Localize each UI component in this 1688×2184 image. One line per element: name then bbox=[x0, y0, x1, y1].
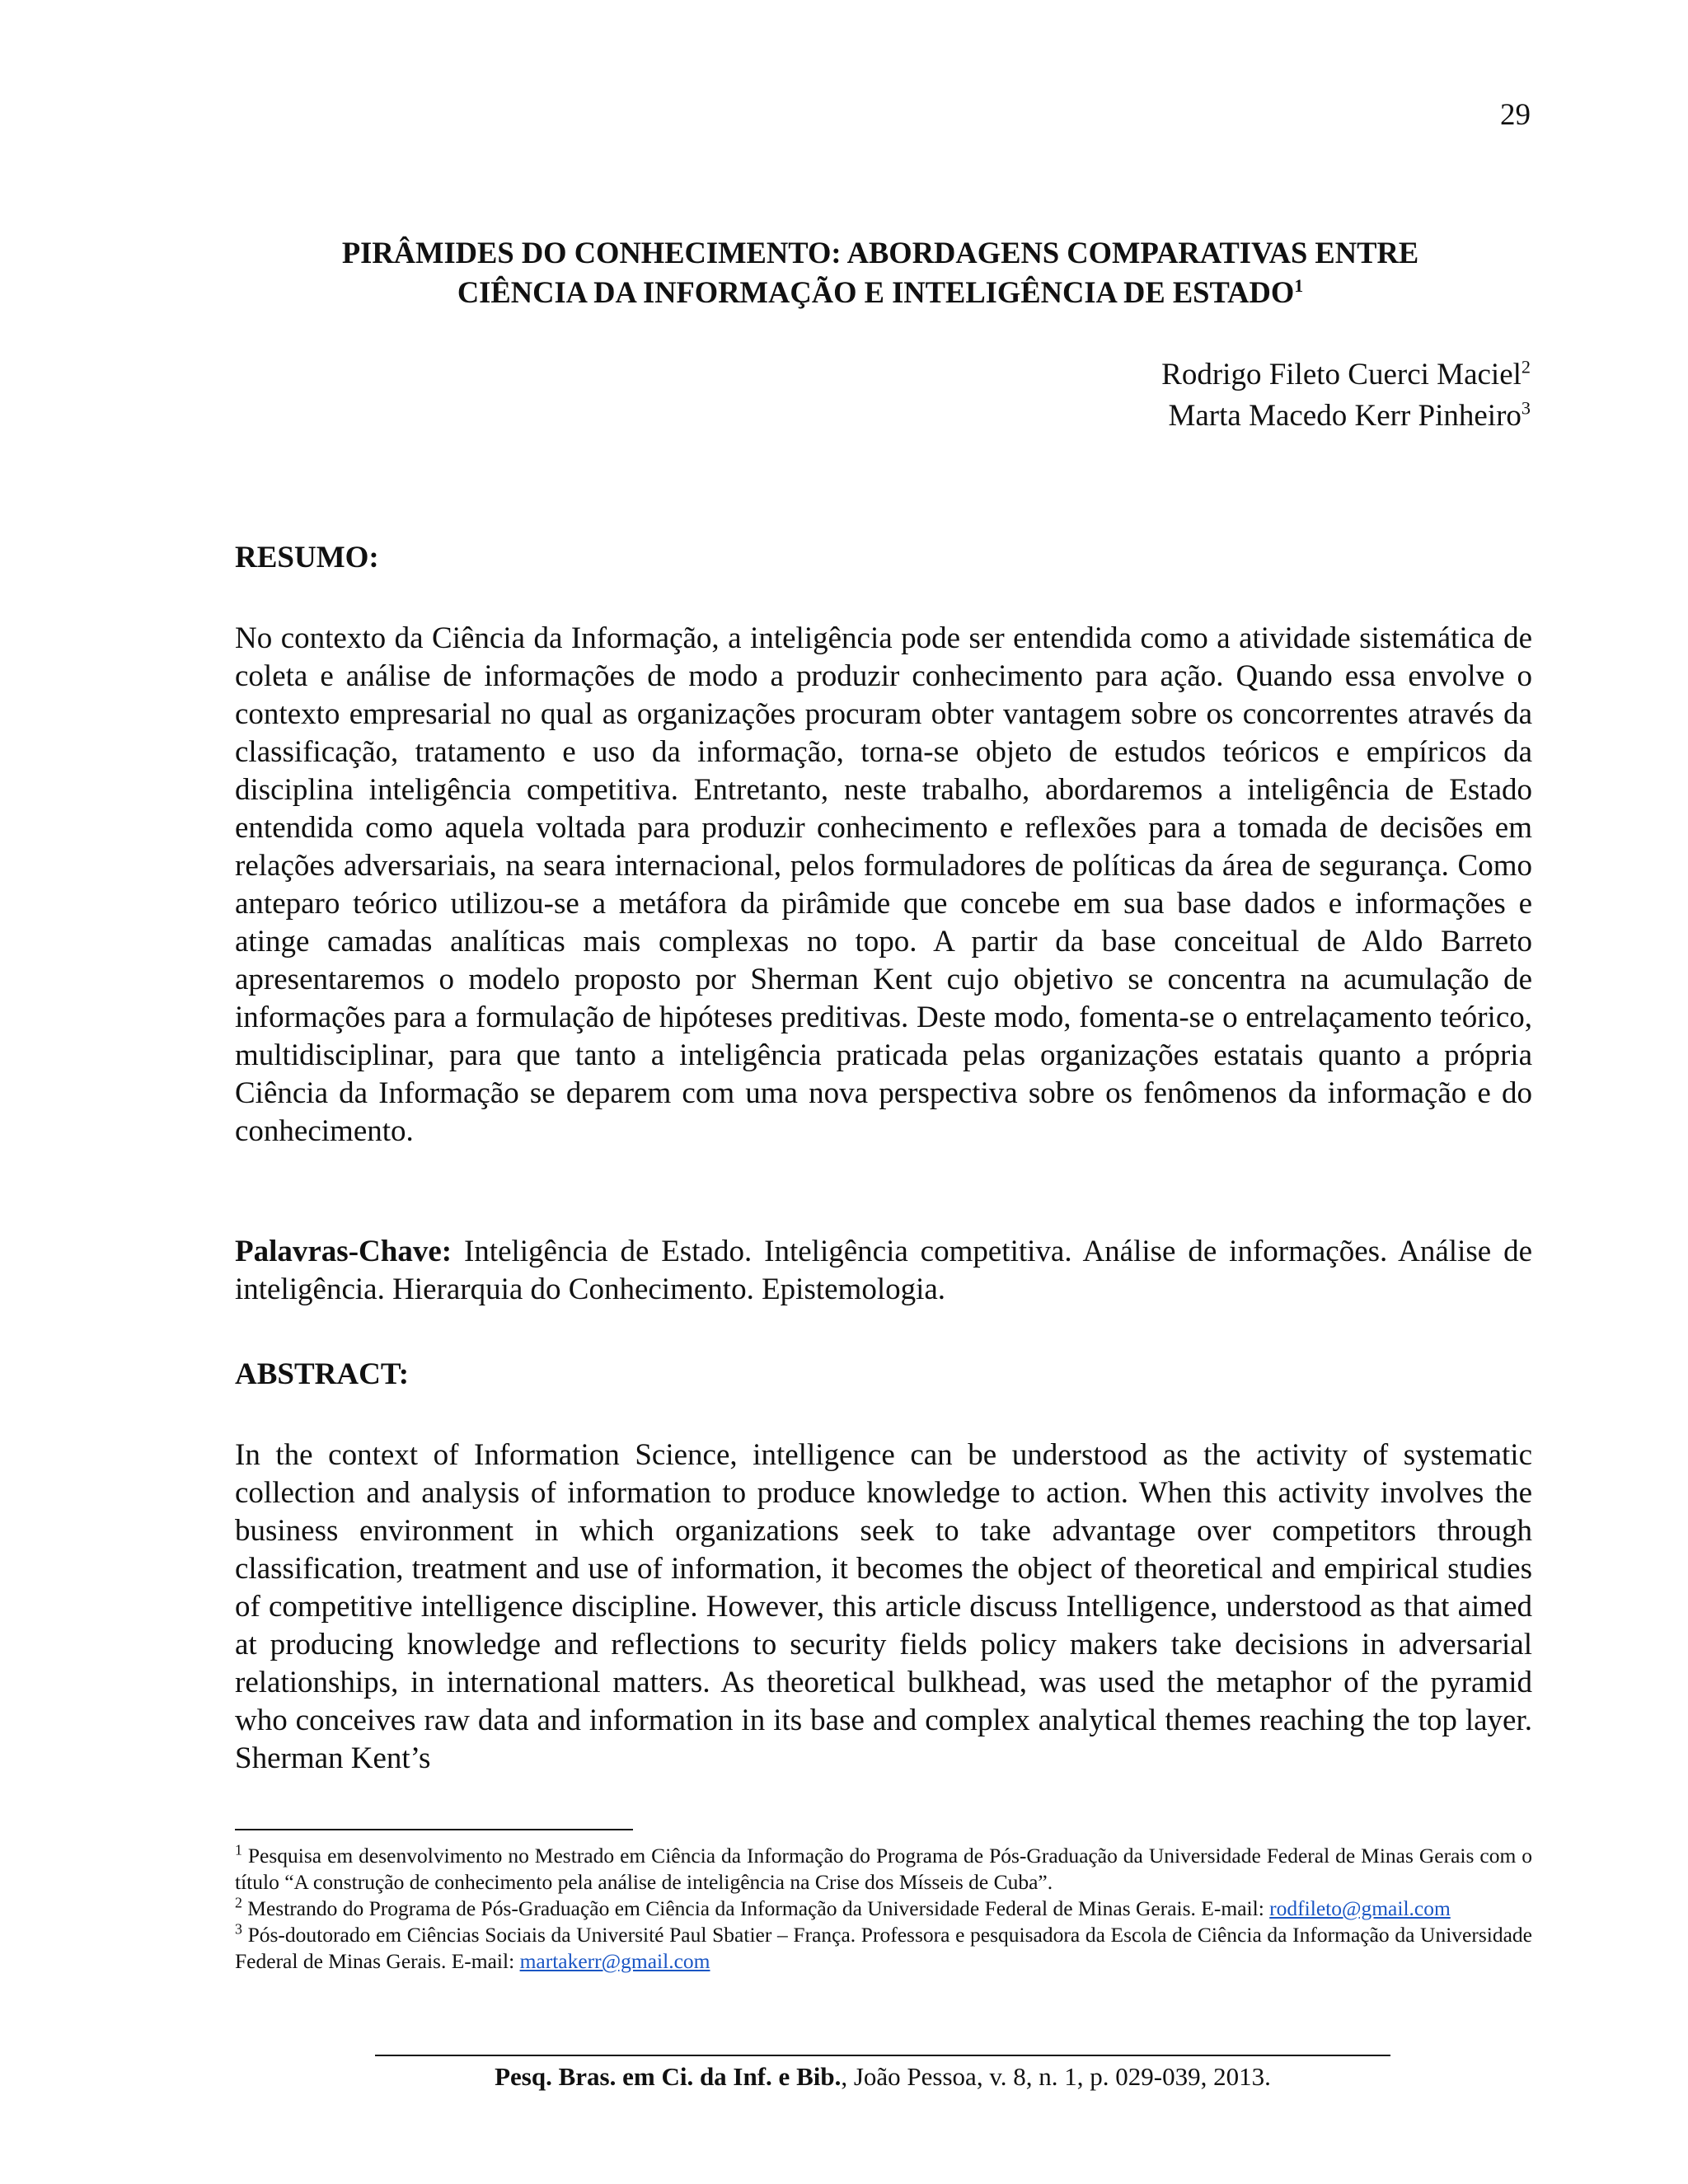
resumo-heading: RESUMO: bbox=[235, 541, 379, 574]
footnote-3-email-link[interactable]: martakerr@gmail.com bbox=[519, 1949, 710, 1973]
footnote-1 bbox=[235, 1843, 1532, 1896]
journal-citation bbox=[375, 2060, 1390, 2093]
author-1 bbox=[1161, 354, 1531, 396]
footnote-3-text: Pós-doutorado em Ciências Sociais da Université Paul Sbatier – França. Professora e pesquisadora da Escola de Ciência da Informação da Universidade Federal de Minas Gerais. E-mail: bbox=[235, 1923, 1532, 1973]
article-title bbox=[237, 233, 1523, 312]
keywords-paragraph bbox=[235, 1233, 1532, 1309]
footnote-2-mark: 2 bbox=[235, 1894, 242, 1911]
footnote-3 bbox=[235, 1922, 1532, 1975]
abstract-text: In the context of Information Science, intelligence can be understood as the activity of systematic collection and analysis of information to produce knowledge to action. When this activity involves the business environment in which organizations seek to take advantage over competitors through classification, treatment and use of information, it becomes the object of theoretical and empirical studies of competitive intelligence discipline. However, this article discuss Intelligence, understood as that aimed at producing knowledge and reflections to security fields policy makers take decisions in adversarial relationships, in international matters. As theoretical bulkhead, was used the metaphor of the pyramid who conceives raw data and information in its base and complex analytical themes reaching the top layer. Sherman Kent’s bbox=[235, 1438, 1532, 1775]
footnote-2 bbox=[235, 1896, 1532, 1922]
page-number: 29 bbox=[1500, 98, 1531, 132]
keywords-text: Inteligência de Estado. Inteligência competitiva. Análise de informações. Análise de inteligência. Hierarquia do Conhecimento. Epistemologia. bbox=[235, 1235, 1532, 1306]
author-2-footnote-mark[interactable]: 3 bbox=[1521, 397, 1531, 419]
keywords-label: Palavras-Chave: bbox=[235, 1235, 452, 1268]
footnotes bbox=[235, 1843, 1532, 1975]
footnote-2-text: Mestrando do Programa de Pós-Graduação em Ciência da Informação da Universidade Federal de Minas Gerais. E-mail: bbox=[241, 1896, 1270, 1920]
title-line-2-text: CIÊNCIA DA INFORMAÇÃO E INTELIGÊNCIA DE ESTADO bbox=[457, 275, 1295, 309]
footnote-3-mark: 3 bbox=[235, 1920, 242, 1938]
abstract-heading: ABSTRACT: bbox=[235, 1357, 410, 1391]
citation-details: , João Pessoa, v. 8, n. 1, p. 029-039, 2013. bbox=[841, 2062, 1271, 2091]
author-2 bbox=[1161, 396, 1531, 437]
footnote-1-mark: 1 bbox=[235, 1841, 242, 1858]
title-footnote-mark[interactable]: 1 bbox=[1294, 274, 1304, 296]
title-line-2 bbox=[237, 273, 1523, 312]
footnote-divider bbox=[235, 1829, 633, 1830]
footnote-1-text: Pesquisa em desenvolvimento no Mestrado em Ciência da Informação do Programa de Pós-Graduação da Universidade Federal de Minas Gerais com o título “A construção de conhecimento pela análise de inteligência na Crise dos Mísseis de Cuba”. bbox=[235, 1844, 1532, 1894]
journal-name: Pesq. Bras. em Ci. da Inf. e Bib. bbox=[495, 2062, 842, 2091]
citation-divider bbox=[375, 2055, 1390, 2056]
author-list bbox=[1161, 354, 1531, 437]
author-1-name: Rodrigo Fileto Cuerci Maciel bbox=[1161, 358, 1522, 391]
resumo-text: No contexto da Ciência da Informação, a inteligência pode ser entendida como a atividade sistemática de coleta e análise de informações de modo a produzir conhecimento para ação. Quando essa envolve o contexto empresarial no qual as organizações procuram obter vantagem sobre os concorrentes através da classificação, tratamento e uso da informação, torna-se objeto de estudos teóricos e empíricos da disciplina inteligência competitiva. Entretanto, neste trabalho, abordaremos a inteligência de Estado entendida como aquela voltada para produzir conhecimento e reflexões para a tomada de decisões em relações adversariais, na seara internacional, pelos formuladores de políticas da área de segurança. Como anteparo teórico utilizou-se a metáfora da pirâmide que concebe em sua base dados e informações e atinge camadas analíticas mais complexas no topo. A partir da base conceitual de Aldo Barreto apresentaremos o modelo proposto por Sherman Kent cujo objetivo se concentra na acumulação de informações para a formulação de hipóteses preditivas. Deste modo, fomenta-se o entrelaçamento teórico, multidisciplinar, para que tanto a inteligência praticada pelas organizações estatais quanto a própria Ciência da Informação se deparem com uma nova perspectiva sobre os fenômenos da informação e do conhecimento. bbox=[235, 621, 1532, 1148]
author-2-name: Marta Macedo Kerr Pinheiro bbox=[1168, 399, 1522, 433]
footnote-2-email-link[interactable]: rodfileto@gmail.com bbox=[1269, 1896, 1451, 1920]
title-line-1: PIRÂMIDES DO CONHECIMENTO: ABORDAGENS COMPARATIVAS ENTRE bbox=[341, 236, 1419, 269]
author-1-footnote-mark[interactable]: 2 bbox=[1521, 356, 1531, 377]
